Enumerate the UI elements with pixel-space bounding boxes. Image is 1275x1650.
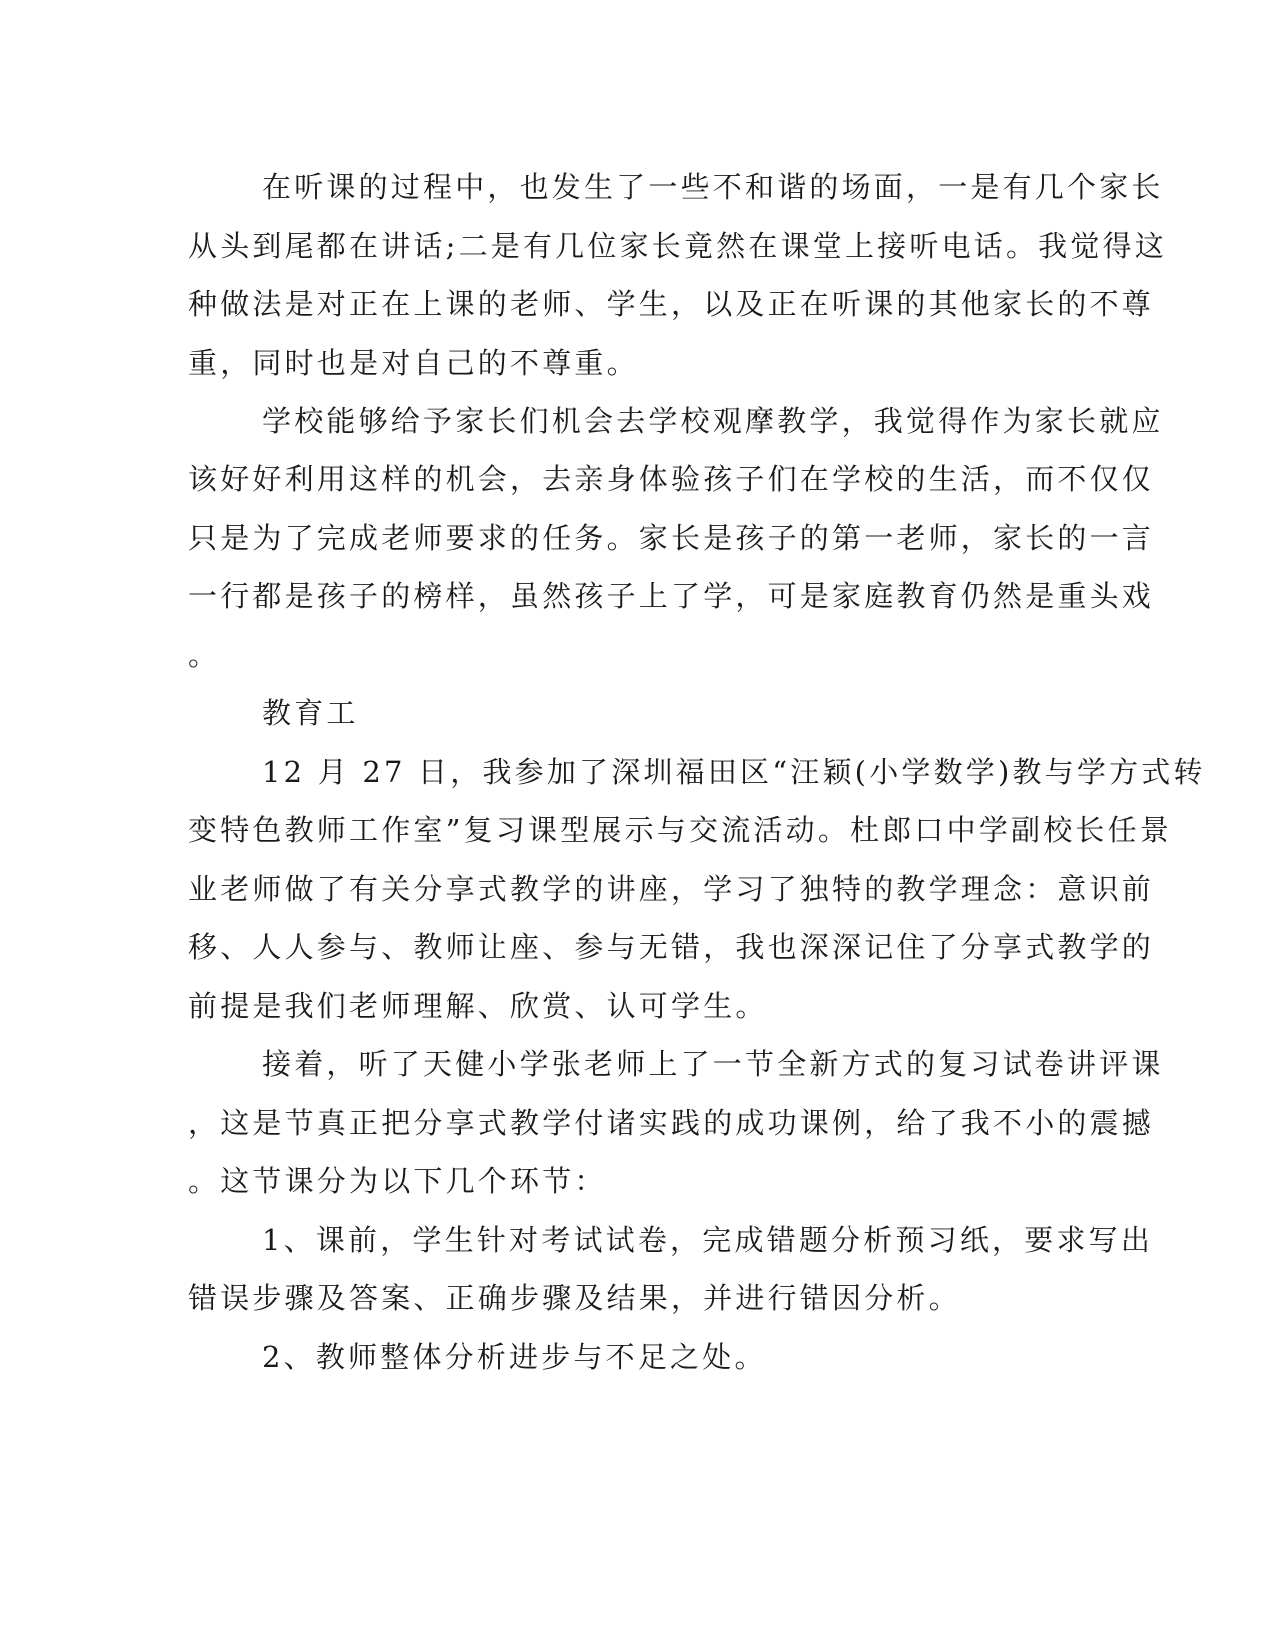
- list-item-1-line-2: 错误步骤及答案、正确步骤及结果，并进行错因分析。: [188, 1281, 961, 1315]
- paragraph-2-line-5: 。: [188, 638, 221, 672]
- paragraph-2-line-2: 该好好利用这样的机会，去亲身体验孩子们在学校的生活，而不仅仅: [188, 462, 1155, 496]
- paragraph-1-line-1: 在听课的过程中，也发生了一些不和谐的场面，一是有几个家长: [262, 170, 1164, 204]
- list-item-1-line-1: 1、课前，学生针对考试试卷，完成错题分析预习纸，要求写出: [262, 1223, 1154, 1257]
- paragraph-2-line-4: 一行都是孩子的榜样，虽然孩子上了学，可是家庭教育仍然是重头戏: [188, 579, 1155, 613]
- paragraph-3-line-1: 12 月 27 日，我参加了深圳福田区“汪颖(小学数学)教与学方式转: [262, 755, 1206, 789]
- paragraph-3-line-4: 移、人人参与、教师让座、参与无错，我也深深记住了分享式教学的: [188, 930, 1155, 964]
- paragraph-1-line-2: 从头到尾都在讲话;二是有几位家长竟然在课堂上接听电话。我觉得这: [188, 229, 1167, 263]
- paragraph-3-line-3: 业老师做了有关分享式教学的讲座，学习了独特的教学理念：意识前: [188, 872, 1155, 906]
- paragraph-3-line-5: 前提是我们老师理解、欣赏、认可学生。: [188, 989, 768, 1023]
- paragraph-2-line-1: 学校能够给予家长们机会去学校观摩教学，我觉得作为家长就应: [262, 404, 1164, 438]
- paragraph-2-line-3: 只是为了完成老师要求的任务。家长是孩子的第一老师，家长的一言: [188, 521, 1155, 555]
- paragraph-4-line-1: 接着，听了天健小学张老师上了一节全新方式的复习试卷讲评课: [262, 1047, 1164, 1081]
- paragraph-1-line-3: 种做法是对正在上课的老师、学生，以及正在听课的其他家长的不尊: [188, 287, 1155, 321]
- paragraph-1-line-4: 重，同时也是对自己的不尊重。: [188, 346, 639, 380]
- section-heading: 教育工: [262, 696, 359, 730]
- paragraph-4-line-3: 。这节课分为以下几个环节：: [188, 1164, 607, 1198]
- paragraph-3-line-2: 变特色教师工作室”复习课型展示与交流活动。杜郎口中学副校长任景: [188, 813, 1173, 847]
- paragraph-4-line-2: ，这是节真正把分享式教学付诸实践的成功课例，给了我不小的震撼: [188, 1106, 1155, 1140]
- list-item-2-line-1: 2、教师整体分析进步与不足之处。: [262, 1340, 767, 1374]
